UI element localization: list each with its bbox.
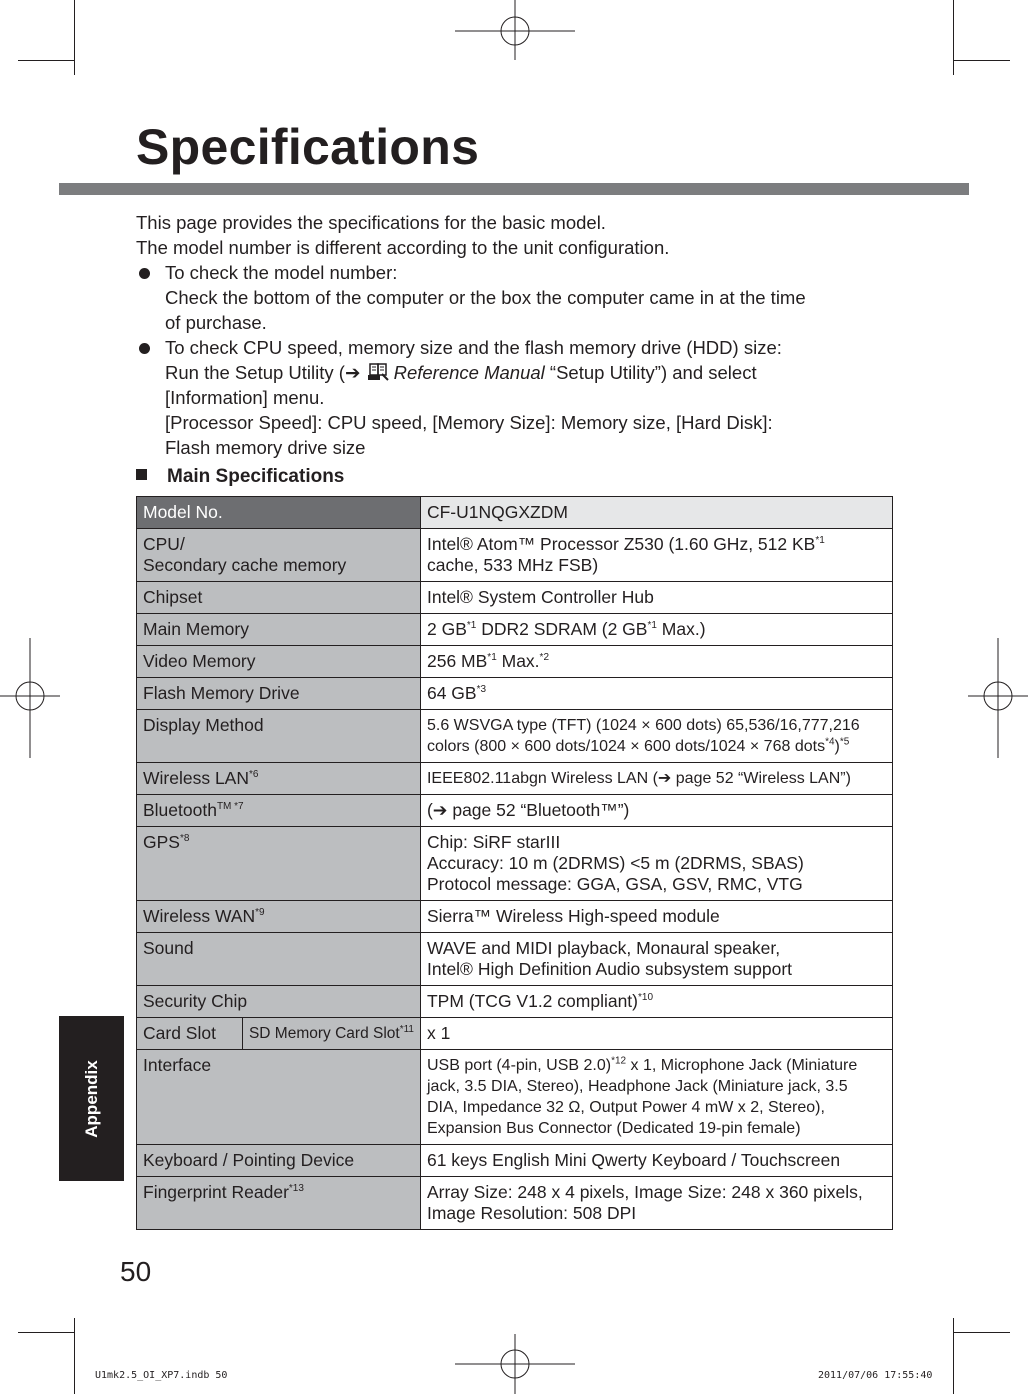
spec-label: Card Slot xyxy=(137,1018,243,1050)
table-row xyxy=(137,582,893,614)
spec-label: Display Method xyxy=(137,710,421,763)
registration-mark-bottom xyxy=(455,1334,575,1394)
spec-value: TPM (TCG V1.2 compliant)$^{*10}$ xyxy=(420,986,892,1018)
page-title: Specifications xyxy=(136,119,480,175)
spec-label: Model No. xyxy=(137,497,421,529)
table-row xyxy=(137,614,893,646)
table-row xyxy=(137,986,893,1018)
spec-label: GPS$^{*8}$ xyxy=(137,827,421,901)
table-row xyxy=(137,710,893,763)
print-slug-file: U1mk2.5_OI_XP7.indb 50 xyxy=(95,1370,228,1381)
square-bullet-icon xyxy=(136,469,147,480)
spec-label: Sound xyxy=(137,933,421,986)
spec-label: Chipset xyxy=(137,582,421,614)
spec-value: x 1 xyxy=(420,1018,892,1050)
table-row xyxy=(137,1177,893,1230)
table-row xyxy=(137,827,893,901)
table-row xyxy=(137,1050,893,1145)
bullet-cpu-memory: To check CPU speed, memory size and the flash memory drive (HDD) size: Run the Setup Utility (➔ Reference Manual “Setup Utility”) and select [Information] menu. [Processor Speed]: CPU speed, [Memory Size]: Memory size, [Hard Disk]: Flash memory drive size xyxy=(136,335,906,460)
bullet-dot xyxy=(139,343,150,354)
spec-label: Interface xyxy=(137,1050,421,1145)
table-row xyxy=(137,497,893,529)
spec-label: Security Chip xyxy=(137,986,421,1018)
registration-mark-right xyxy=(968,638,1028,758)
table-row xyxy=(137,1145,893,1177)
bullet-dot xyxy=(139,268,150,279)
table-row xyxy=(137,1018,893,1050)
spec-value: IEEE802.11abgn Wireless LAN (➔ page 52 “Wireless LAN”) xyxy=(420,763,892,795)
spec-label: Fingerprint Reader$^{*13}$ xyxy=(137,1177,421,1230)
spec-value: CF-U1NQGXZDM xyxy=(420,497,892,529)
spec-value: 2 GB$^{*1}$ DDR2 SDRAM (2 GB$^{*1}$ Max.) xyxy=(420,614,892,646)
spec-table xyxy=(136,496,893,1230)
spec-label: CPU/ Secondary cache memory xyxy=(137,529,421,582)
arrow-icon: ➔ xyxy=(344,362,361,383)
spec-label: Flash Memory Drive xyxy=(137,678,421,710)
spec-value: 64 GB$^{*3}$ xyxy=(420,678,892,710)
spec-value: Array Size: 248 x 4 pixels, Image Size: 248 x 360 pixels, Image Resolution: 508 DPI xyxy=(420,1177,892,1230)
spec-label: Wireless WAN$^{*9}$ xyxy=(137,901,421,933)
spec-sub-label: SD Memory Card Slot$^{*11}$ xyxy=(242,1018,420,1050)
spec-value: WAVE and MIDI playback, Monaural speaker, Intel® High Definition Audio subsystem support xyxy=(420,933,892,986)
spec-value: 256 MB$^{*1}$ Max.$^{*2}$ xyxy=(420,646,892,678)
print-slug-date: 2011/07/06 17:55:40 xyxy=(818,1370,933,1381)
spec-label: Video Memory xyxy=(137,646,421,678)
spec-value: 61 keys English Mini Qwerty Keyboard / Touchscreen xyxy=(420,1145,892,1177)
spec-value: Intel® System Controller Hub xyxy=(420,582,892,614)
table-row xyxy=(137,763,893,795)
bullet-model-number: To check the model number: Check the bottom of the computer or the box the computer came in at the time of purchase. xyxy=(136,260,906,335)
spec-value: Chip: SiRF starIII Accuracy: 10 m (2DRMS) <5 m (2DRMS, SBAS) Protocol message: GGA, GSA, GSV, RMC, VTG xyxy=(420,827,892,901)
spec-label: Bluetooth$^{TM *7}$ xyxy=(137,795,421,827)
intro-text xyxy=(136,210,906,460)
title-rule xyxy=(59,183,969,195)
table-row xyxy=(137,933,893,986)
intro-line: This page provides the specifications for the basic model. xyxy=(136,212,606,233)
reference-manual-icon xyxy=(368,362,392,382)
table-row xyxy=(137,529,893,582)
section-title: Main Specifications xyxy=(136,466,344,488)
spec-label: Wireless LAN$^{*6}$ xyxy=(137,763,421,795)
appendix-side-tab: Appendix xyxy=(59,1016,124,1181)
registration-mark-left xyxy=(0,638,60,758)
page-number: 50 xyxy=(120,1256,152,1287)
spec-label: Main Memory xyxy=(137,614,421,646)
table-row xyxy=(137,646,893,678)
spec-value: USB port (4-pin, USB 2.0)$^{*12}$ x 1, Microphone Jack (Miniature jack, 3.5 DIA, Stereo), Headphone Jack (Miniature jack, 3.5 DIA, Impedance 32 Ω, Output Power 4 mW x 2, Stereo), Expansion Bus Connector (Dedicated 19-pin female) xyxy=(420,1050,892,1145)
registration-mark-top xyxy=(455,0,575,60)
spec-value: Intel® Atom™ Processor Z530 (1.60 GHz, 512 KB$^{*1}$ cache, 533 MHz FSB) xyxy=(420,529,892,582)
intro-line: The model number is different according to the unit configuration. xyxy=(136,237,670,258)
table-row xyxy=(137,795,893,827)
table-row xyxy=(137,901,893,933)
spec-label: Keyboard / Pointing Device xyxy=(137,1145,421,1177)
table-row xyxy=(137,678,893,710)
spec-value: (➔ page 52 “Bluetooth™”) xyxy=(420,795,892,827)
spec-value: 5.6 WSVGA type (TFT) (1024 × 600 dots) 65,536/16,777,216 colors (800 × 600 dots/1024 × 600 dots/1024 × 768 dots$^{*4}$)$^{*5}$ xyxy=(420,710,892,763)
spec-value: Sierra™ Wireless High-speed module xyxy=(420,901,892,933)
